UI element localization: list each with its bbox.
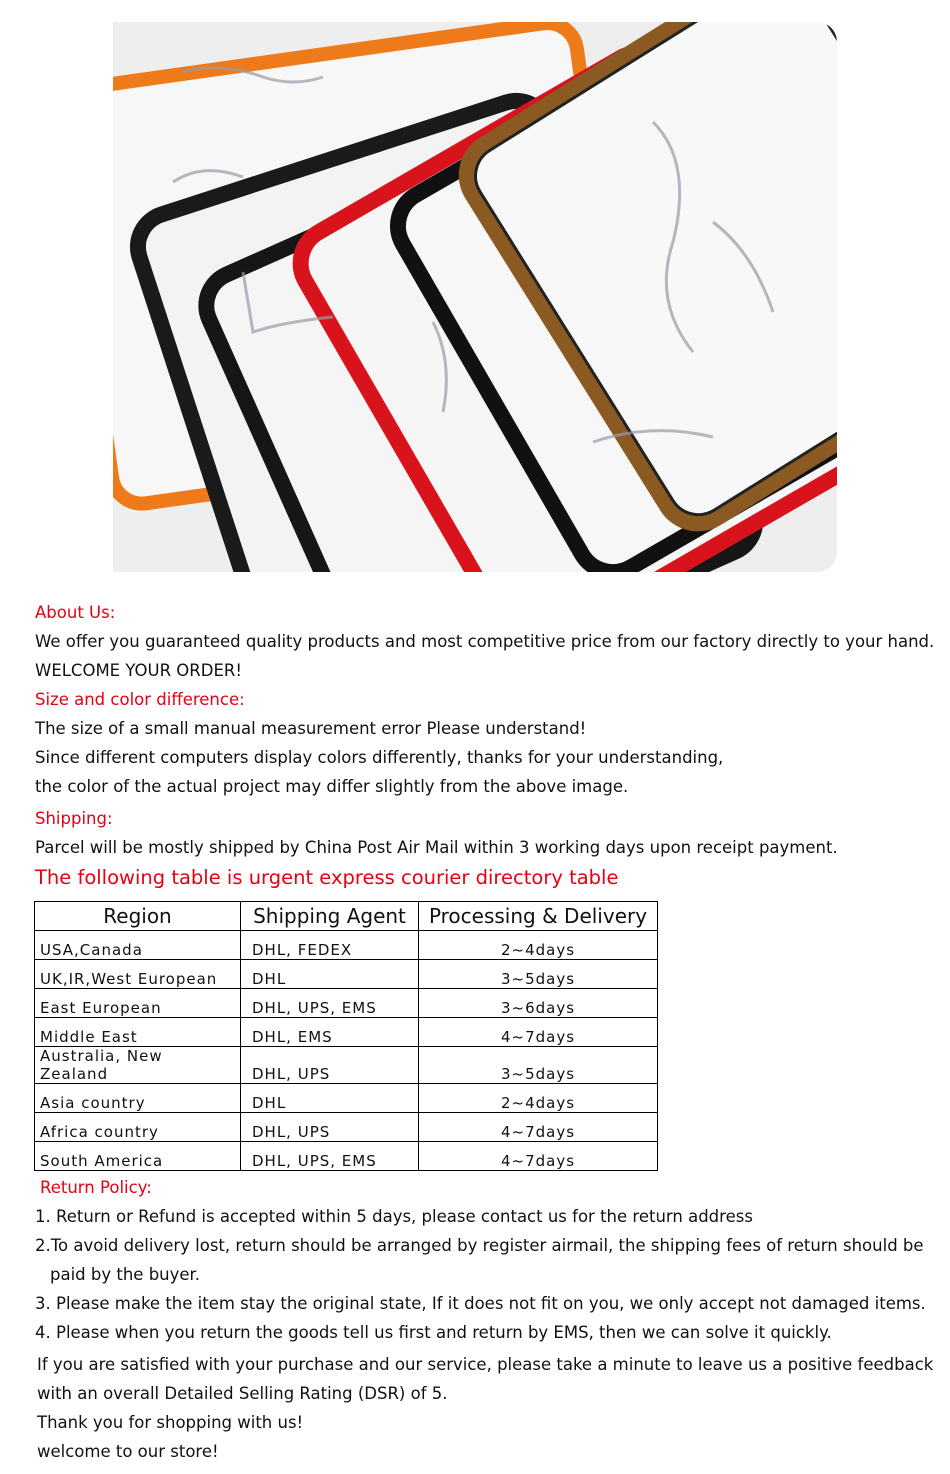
cell-region: Asia country <box>35 1084 241 1113</box>
header-shipping-agent: Shipping Agent <box>241 902 419 931</box>
closing-line-1: If you are satisfied with your purchase and our service, please take a minute to leave us a positive feedback <box>37 1355 934 1374</box>
closing-line-4: welcome to our store! <box>37 1442 219 1461</box>
shipping-line-1: Parcel will be mostly shipped by China Post Air Mail within 3 working days upon receipt payment. <box>35 838 838 857</box>
table-row <box>35 989 658 1018</box>
cell-region: Australia, New Zealand <box>35 1047 241 1084</box>
courier-table-title: The following table is urgent express courier directory table <box>35 866 619 889</box>
return-item-4: 4. Please when you return the goods tell us first and return by EMS, then we can solve it quickly. <box>35 1323 832 1342</box>
closing-line-2: with an overall Detailed Selling Rating (DSR) of 5. <box>37 1384 448 1403</box>
cell-agent: DHL <box>241 1084 419 1113</box>
table-header-row <box>35 902 658 931</box>
about-line-2: WELCOME YOUR ORDER! <box>35 661 242 680</box>
cell-agent: DHL, UPS <box>241 1047 419 1084</box>
header-processing-delivery: Processing & Delivery <box>419 902 658 931</box>
cell-delivery: 3~5days <box>419 960 658 989</box>
about-line-1: We offer you guaranteed quality products and most competitive price from our factory directly to your hand. <box>35 632 935 651</box>
size-color-heading: Size and color difference: <box>35 690 245 709</box>
header-region: Region <box>35 902 241 931</box>
cell-region: East European <box>35 989 241 1018</box>
cell-agent: DHL, UPS <box>241 1113 419 1142</box>
size-color-line-2: Since different computers display colors differently, thanks for your understanding, <box>35 748 724 767</box>
cell-delivery: 4~7days <box>419 1113 658 1142</box>
cell-agent: DHL, FEDEX <box>241 931 419 960</box>
return-policy-heading: Return Policy: <box>40 1178 152 1197</box>
cell-agent: DHL, UPS, EMS <box>241 1142 419 1171</box>
table-row <box>35 931 658 960</box>
return-item-2a: 2.To avoid delivery lost, return should be arranged by register airmail, the shipping fees of return should be <box>35 1236 924 1255</box>
cell-agent: DHL, EMS <box>241 1018 419 1047</box>
about-heading: About Us: <box>35 603 116 622</box>
return-item-1: 1. Return or Refund is accepted within 5 days, please contact us for the return address <box>35 1207 753 1226</box>
cell-agent: DHL, UPS, EMS <box>241 989 419 1018</box>
cell-region: South America <box>35 1142 241 1171</box>
cell-delivery: 2~4days <box>419 1084 658 1113</box>
size-color-line-3: the color of the actual project may differ slightly from the above image. <box>35 777 629 796</box>
table-row <box>35 1047 658 1084</box>
cell-delivery: 4~7days <box>419 1018 658 1047</box>
shipping-heading: Shipping: <box>35 809 113 828</box>
courier-table <box>34 901 658 1171</box>
table-row <box>35 1142 658 1171</box>
cell-delivery: 4~7days <box>419 1142 658 1171</box>
size-color-line-1: The size of a small manual measurement error Please understand! <box>35 719 587 738</box>
cell-agent: DHL <box>241 960 419 989</box>
table-row <box>35 1018 658 1047</box>
return-item-3: 3. Please make the item stay the original state, If it does not fit on you, we only accept not damaged items. <box>35 1294 926 1313</box>
closing-line-3: Thank you for shopping with us! <box>37 1413 304 1432</box>
cell-region: Middle East <box>35 1018 241 1047</box>
cell-delivery: 3~5days <box>419 1047 658 1084</box>
table-row <box>35 1084 658 1113</box>
cell-region: Africa country <box>35 1113 241 1142</box>
cell-delivery: 2~4days <box>419 931 658 960</box>
table-row <box>35 1113 658 1142</box>
table-row <box>35 960 658 989</box>
return-item-2b: paid by the buyer. <box>50 1265 201 1284</box>
product-photo-patches <box>113 22 837 572</box>
cell-region: UK,IR,West European <box>35 960 241 989</box>
cell-delivery: 3~6days <box>419 989 658 1018</box>
cell-region: USA,Canada <box>35 931 241 960</box>
